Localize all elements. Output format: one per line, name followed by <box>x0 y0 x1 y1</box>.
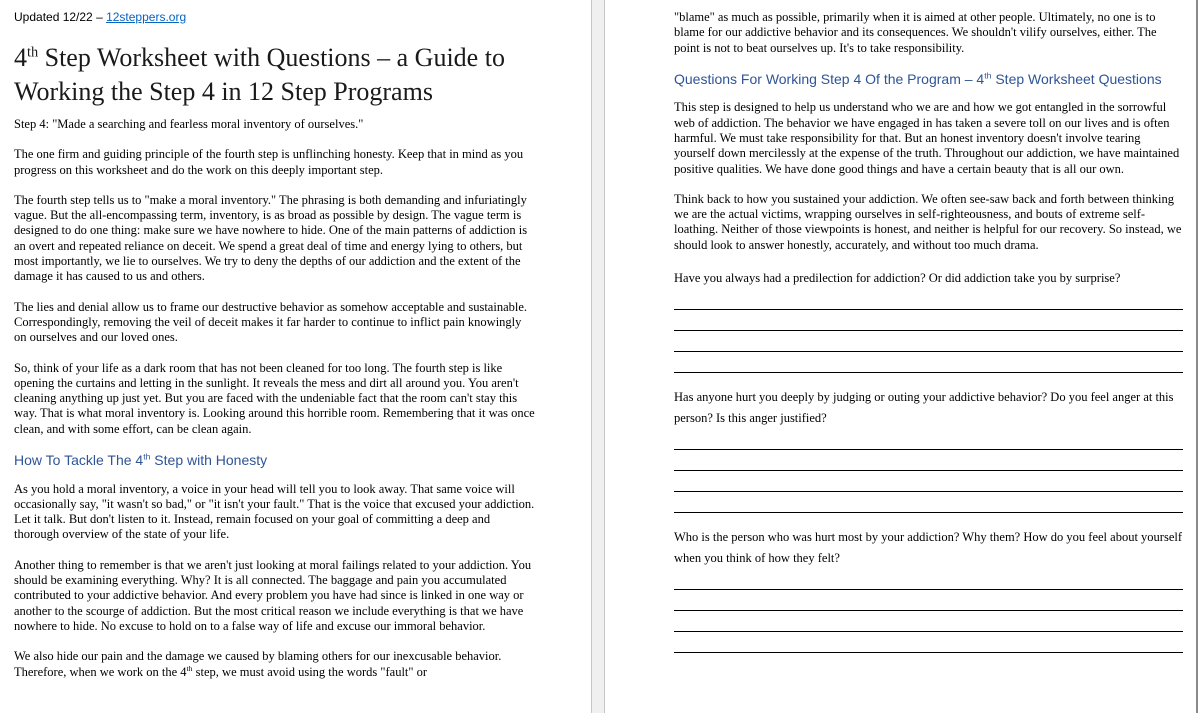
paragraph: This step is designed to help us understand who we are and how we got entangled in the sorrowful web of addiction. The behavior we have engaged in has taken a severe toll on our lives and is often harmful. We must take responsibility for that. But an honest inventory doesn't involve tearing yourself down mercilessly at the expense of the truth. Throughout our addiction, we have maintained positive qualities. We have done good things and have a certain beauty that is all our own. <box>674 100 1180 176</box>
heading-superscript: th <box>143 451 151 462</box>
answer-line[interactable] <box>674 569 1183 590</box>
document-page-2 <box>605 0 1196 713</box>
paragraph-text: We also hide our pain and the damage we caused by blaming others for our inexcusable behavior. Therefore, when we work on the 4 <box>14 649 502 679</box>
answer-line[interactable] <box>674 352 1183 373</box>
section-heading-questions <box>674 71 1183 88</box>
answer-line[interactable] <box>674 450 1183 471</box>
answer-line[interactable] <box>674 611 1183 632</box>
paragraph: As you hold a moral inventory, a voice in your head will tell you to look away. That same voice will occasionally say, "it wasn't so bad," or "it isn't your fault." That is the voice that excused your addiction. Let it talk. But don't listen to it. Instead, remain focused on your goal of committing a deep and thorough overview of the state of your life. <box>14 481 535 542</box>
worksheet-question: Has anyone hurt you deeply by judging or outing your addictive behavior? Do you feel anger at this person? Is this anger justified? <box>674 390 1174 426</box>
document-title <box>14 41 535 109</box>
step-quote: Step 4: "Made a searching and fearless moral inventory of ourselves." <box>14 117 364 131</box>
title-text-rest: Step Worksheet with Questions – a Guide to Working the Step 4 in 12 Step Programs <box>14 43 505 106</box>
paragraph: "blame" as much as possible, primarily when it is aimed at other people. Ultimately, no one is to blame for our addictive behavior and its consequences. We shouldn't vilify ourselves, either. The point is not to beat ourselves up. It's to take responsibility. <box>674 10 1157 55</box>
answer-line[interactable] <box>674 632 1183 653</box>
heading-text-rest: Step with Honesty <box>150 452 268 469</box>
paragraph: The lies and denial allow us to frame our destructive behavior as somehow acceptable and sustainable. Correspondingly, removing the veil of deceit makes it far harder to continue to inflict pain knowingly on ourselves and our loved ones. <box>14 299 528 345</box>
answer-lines-group <box>674 569 1183 653</box>
answer-line[interactable] <box>674 492 1183 513</box>
answer-lines-group <box>674 289 1183 373</box>
site-link[interactable]: 12steppers.org <box>106 10 187 24</box>
answer-lines-group <box>674 429 1183 513</box>
worksheet-question: Have you always had a predilection for addiction? Or did addiction take you by surprise? <box>674 271 1121 286</box>
updated-line <box>14 10 535 25</box>
heading-superscript: th <box>984 70 992 81</box>
section-heading-tackle <box>14 452 535 469</box>
heading-text: How To Tackle The 4 <box>14 452 144 469</box>
paragraph-superscript: th <box>186 663 193 673</box>
answer-line[interactable] <box>674 471 1183 492</box>
answer-line[interactable] <box>674 331 1183 352</box>
answer-line[interactable] <box>674 310 1183 331</box>
document-page-1 <box>0 0 591 713</box>
paragraph: Think back to how you sustained your addiction. We often see-saw back and forth between thinking we are the actual victims, wrapping ourselves in self-righteousness, and bouts of extreme self-loathing. Neither of those viewpoints is honest, and neither is helpful for our recovery. So instead, we should look to answer honestly, accurately, and without too much drama. <box>674 191 1182 252</box>
paragraph-text-rest: step, we must avoid using the words "fault" or <box>192 664 428 679</box>
heading-text-rest: Step Worksheet Questions <box>991 70 1162 87</box>
paragraph: The one firm and guiding principle of the fourth step is unflinching honesty. Keep that in mind as you progress on this worksheet and do the work on this deeply important step. <box>14 147 524 177</box>
paragraph <box>14 649 535 680</box>
heading-text: Questions For Working Step 4 Of the Program – 4 <box>674 70 985 87</box>
title-text: 4 <box>14 43 27 72</box>
answer-line[interactable] <box>674 429 1183 450</box>
page-gutter <box>591 0 605 713</box>
answer-line[interactable] <box>674 289 1183 310</box>
updated-label: Updated 12/22 – <box>14 10 107 24</box>
answer-line[interactable] <box>674 590 1183 611</box>
worksheet-question: Who is the person who was hurt most by your addiction? Why them? How do you feel about yourself when you think of how they felt? <box>674 530 1183 566</box>
paragraph: Another thing to remember is that we aren't just looking at moral failings related to your addiction. You should be examining everything. Why? It is all connected. The baggage and pain you accumulated contributed to your addictive behavior. And every problem you have had since is linked in one way or another to the scourge of addiction. But the most critical reason we include everything is that we have nowhere to hide. No excuse to hold on to a false way of life and excuse our immoral behavior. <box>14 557 532 633</box>
page-2-content <box>605 0 1183 653</box>
paragraph: The fourth step tells us to "make a moral inventory." The phrasing is both demanding and infuriatingly vague. But the all-encompassing term, inventory, is as broad as possible by design. The vague term is designed to do one thing: make sure we have nowhere to hide. One of the main patterns of addiction is an overt and repeated reliance on deceit. We spend a great deal of time and energy lying to others, but most importantly, we lie to ourselves. We try to deny the depths of our addiction and the extent of the damage it has caused to us and others. <box>14 192 528 284</box>
title-superscript: th <box>27 44 39 61</box>
paragraph: So, think of your life as a dark room that has not been cleaned for too long. The fourth step is like opening the curtains and letting in the sunlight. It reveals the mess and dirt all around you. You aren't cleaning anything up just yet. But you are faced with the undeniable fact that the room can't stay this way. That is what moral inventory is. Looking around this horrible room. Remembering that it was once clean, and with some effort, can be clean again. <box>14 360 535 436</box>
page-1-content <box>0 0 535 680</box>
